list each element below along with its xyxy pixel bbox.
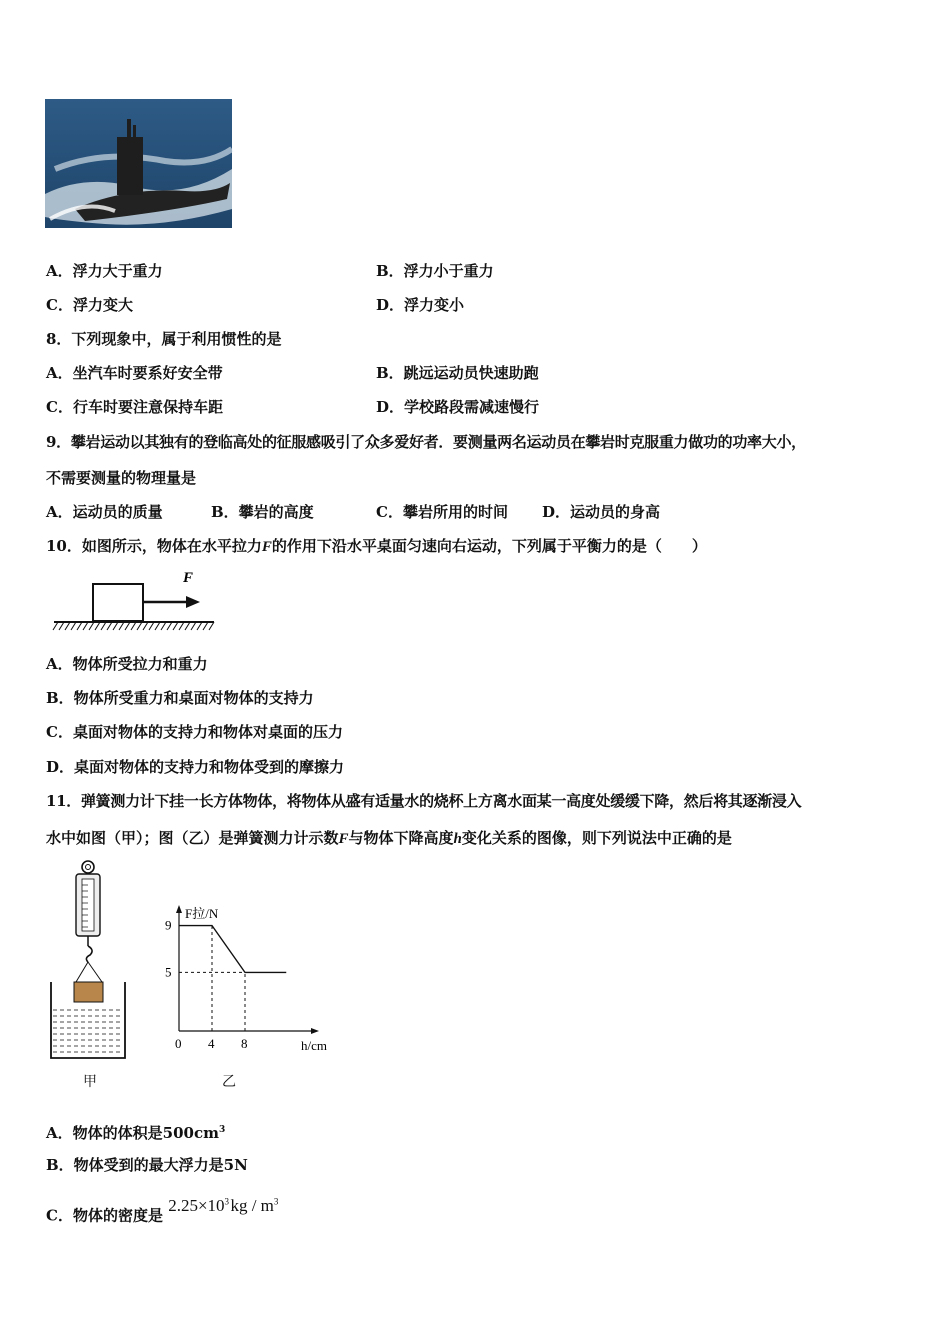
- force-height-chart: [155, 898, 327, 1063]
- chart-svg: [155, 898, 327, 1063]
- q10-option-c: C．桌面对物体的支持力和物体对桌面的压力: [46, 723, 343, 741]
- q7-option-d: D．浮力变小: [376, 296, 465, 314]
- figure-label-jia: 甲: [83, 1074, 97, 1090]
- force-label-f: F: [183, 570, 194, 586]
- x-axis-label: h/cm: [301, 1038, 327, 1053]
- q11-option-c: C．物体的密度是 $2.25\times 10^3$ kg / $m^3$: [46, 1195, 279, 1225]
- y-tick-label: 9: [165, 917, 172, 933]
- q11-stem-line2: 水中如图（甲）；图（乙）是弹簧测力计示数F与物体下降高度h变化关系的图像，则下列说法中正确的是: [46, 829, 732, 847]
- q9-option-c: C．攀岩所用的时间: [376, 503, 508, 521]
- q10-option-d: D．桌面对物体的支持力和物体受到的摩擦力: [46, 758, 345, 776]
- x-tick-label: 4: [208, 1036, 215, 1051]
- q8-option-d: D．学校路段需减速慢行: [376, 398, 540, 416]
- q9-option-a: A．运动员的质量: [46, 503, 163, 521]
- q10-option-b: B．物体所受重力和桌面对物体的支持力: [46, 689, 314, 707]
- q8-stem: 8．下列现象中，属于利用惯性的是: [46, 330, 282, 348]
- q8-option-c: C．行车时要注意保持车距: [46, 398, 223, 416]
- y-axis-label: F拉/N: [185, 906, 219, 921]
- spring-scale-figure: [44, 858, 134, 1068]
- q8-option-a: A．坐汽车时要系好安全带: [46, 364, 223, 382]
- series-line: [179, 926, 286, 973]
- density-formula: $2.25\times 10^3$ kg / $m^3$: [168, 1195, 279, 1215]
- q11-option-a: A．物体的体积是$500cm^3$: [46, 1124, 226, 1142]
- q11-stem-line1: 11．弹簧测力计下挂一长方体物体，将物体从盛有适量水的烧杯上方离水面某一高度处缓缓下降，然后将其逐渐浸入: [46, 792, 802, 810]
- q10-option-a: A．物体所受拉力和重力: [46, 655, 208, 673]
- x-tick-label: 0: [175, 1036, 182, 1051]
- y-axis-arrow: [176, 905, 182, 913]
- q11-option-b: B．物体受到的最大浮力是5N: [46, 1156, 248, 1174]
- figure-label-yi: 乙: [222, 1074, 236, 1090]
- y-tick-label: 5: [165, 964, 172, 980]
- q9-option-d: D．运动员的身高: [542, 503, 661, 521]
- q9-option-b: B．攀岩的高度: [211, 503, 314, 521]
- q10-block-figure: [50, 566, 220, 638]
- q10-stem: 10．如图所示，物体在水平拉力F的作用下沿水平桌面匀速向右运动，下列属于平衡力的是（ ）: [46, 537, 707, 555]
- submarine-photo: [45, 99, 232, 228]
- x-tick-label: 8: [241, 1036, 248, 1051]
- q7-option-b: B．浮力小于重力: [376, 262, 494, 280]
- x-axis-arrow: [311, 1028, 319, 1034]
- q7-option-a: A．浮力大于重力: [46, 262, 163, 280]
- q9-stem-line1: 9．攀岩运动以其独有的登临高处的征服感吸引了众多爱好者．要测量两名运动员在攀岩时克服重力做功的功率大小，: [46, 433, 806, 451]
- q9-stem-line2: 不需要测量的物理量是: [46, 469, 197, 487]
- q7-option-c: C．浮力变大: [46, 296, 133, 314]
- q8-option-b: B．跳远运动员快速助跑: [376, 364, 539, 382]
